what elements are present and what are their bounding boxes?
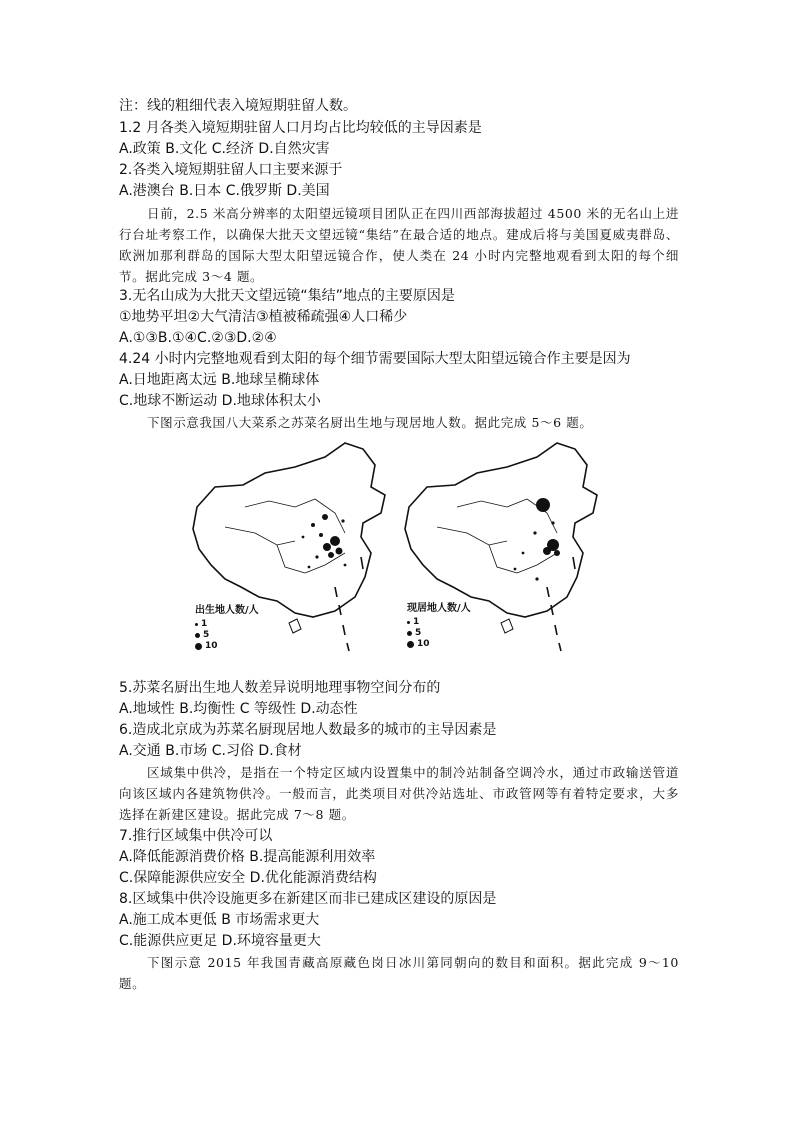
residence-dot [551,521,554,524]
question-6: 6.造成北京成为苏菜名厨现居地人数最多的城市的主导因素是 [119,722,497,738]
question-1-options: A.政策 B.文化 C.经济 D.自然灾害 [119,141,330,157]
residence-dot [554,550,560,556]
dot-small-icon [195,623,198,626]
birthplace-dot [323,543,331,551]
legend-label: 1 [413,617,420,627]
legend-label: 1 [201,619,208,629]
passage-telescope: 日前，2.5 米高分辨率的太阳望远镜项目团队正在四川西部海拔超过 4500 米的无名山上进行台址考察工作，以确保大批天文望远镜“集结”在最合适的地点。建成后将与美国夏威夷群岛、欧洲加那利群岛的国际大型太阳望远镜合作，使人类在 24 小时内完整地观看到太阳的每个细节。据此完成 3～4 题。 [119,206,679,284]
birthplace-dot [344,564,347,567]
passage-cooling: 区域集中供冷，是指在一个特定区域内设置集中的制冷站制备空调冷水，通过市政输送管道向该区域内各建筑物供冷。一般而言，此类项目对供冷站选址、市政管网等有着特定要求，大多选择在新建区建设。据此完成 7～8 题。 [119,765,679,822]
question-8: 8.区域集中供冷设施更多在新建区而非已建成区建设的原因是 [119,891,497,907]
residence-dot [522,552,525,555]
residence-dot [536,498,550,512]
question-5-options: A.地域性 B.均衡性 C 等级性 D.动态性 [119,701,358,717]
birthplace-dot [315,555,318,558]
legend-row-small [407,617,471,628]
birthplace-dot [319,533,323,537]
birthplace-map [185,437,395,657]
question-2-options: A.港澳台 B.日本 C.俄罗斯 D.美国 [119,183,330,199]
question-3-statements: ①地势平坦②大气清洁③植被稀疏强④人口稀少 [119,309,408,325]
question-4-options-ab: A.日地距离太远 B.地球呈椭球体 [119,372,320,388]
question-4-options-cd: C.地球不断运动 D.地球体积太小 [119,393,321,409]
legend-row-medium [407,628,471,639]
legend-row-small [195,619,259,630]
legend-label: 10 [205,641,218,651]
legend-label: 10 [417,639,430,649]
residence-legend-title: 现居地人数/人 [407,603,471,614]
birthplace-dot [341,519,344,522]
legend-label: 5 [415,628,422,638]
note-line: 注：线的粗细代表入境短期驻留人数。 [119,98,357,114]
passage-glacier: 下图示意 2015 年我国青藏高原藏色岗日冰川第同朝向的数目和面积。据此完成 9～10 题。 [119,955,679,991]
birthplace-dot [328,552,334,558]
question-4: 4.24 小时内完整地观看到太阳的每个细节需要国际大型太阳望远镜合作主要是因为 [119,351,631,367]
question-5: 5.苏菜名厨出生地人数差异说明地理事物空间分布的 [119,680,441,696]
question-8-options-cd: C.能源供应更足 D.环境容量更大 [119,933,321,949]
dot-small-icon [407,621,410,624]
birthplace-dot [330,536,340,546]
birthplace-dot [311,523,315,527]
question-1: 1.2 月各类入境短期驻留人口月均占比均较低的主导因素是 [119,120,482,136]
birthplace-legend-title: 出生地人数/人 [195,605,259,616]
question-3: 3.无名山成为大批天文望远镜“集结”地点的主要原因是 [119,288,455,304]
question-7-options-ab: A.降低能源消费价格 B.提高能源利用效率 [119,849,376,865]
question-6-options: A.交通 B.市场 C.习俗 D.食材 [119,743,302,759]
dot-large-icon [195,643,202,650]
legend-row-large [407,639,471,650]
question-3-options: A.①③B.①④C.②③D.②④ [119,330,277,346]
legend-row-medium [195,630,259,641]
residence-map [397,437,607,657]
birthplace-dot [308,566,311,569]
residence-dot [543,547,551,555]
legend-label: 5 [203,630,210,640]
birthplace-dot [336,548,343,555]
passage-chefs-intro: 下图示意我国八大菜系之苏菜名厨出生地与现居地人数。据此完成 5～6 题。 [147,415,593,430]
chef-maps-figure [185,437,605,657]
dot-large-icon [407,641,414,648]
question-7-options-cd: C.保障能源供应安全 D.优化能源消费结构 [119,870,377,886]
question-2: 2.各类入境短期驻留人口主要来源于 [119,162,343,178]
birthplace-dot [322,514,328,520]
residence-dot [535,577,538,580]
birthplace-dot [302,536,305,539]
residence-dot [533,531,536,534]
legend-row-large [195,641,259,652]
dot-medium-icon [407,631,412,636]
birthplace-legend [195,605,259,652]
residence-dot [514,568,517,571]
question-8-options-ab: A.施工成本更低 B 市场需求更大 [119,912,320,928]
dot-medium-icon [195,633,200,638]
question-7: 7.推行区域集中供冷可以 [119,828,273,844]
residence-legend [407,603,471,650]
